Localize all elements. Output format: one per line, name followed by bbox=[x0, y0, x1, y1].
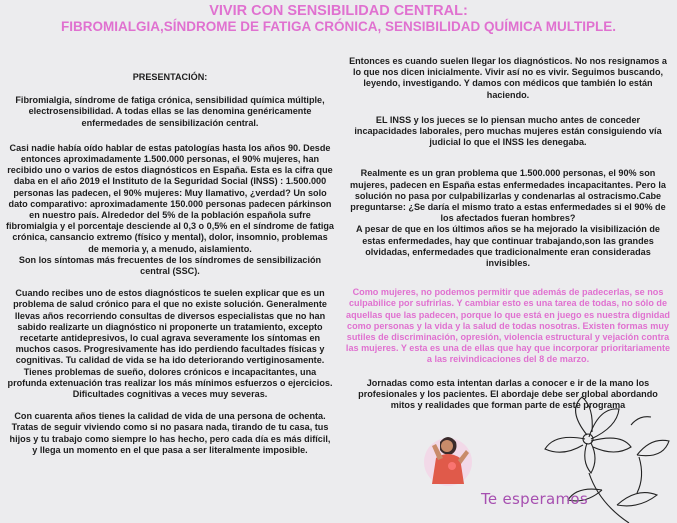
te-esperamos-text: Te esperamos bbox=[481, 490, 588, 508]
left-paragraph-4: Cuando recibes uno de estos diagnósticos te suelen explicar que es un problema de salud crónico para el que no existe solución. Generalmente llevas años recorriendo consultas de diversos especialistas que no han sabido realizarte un diagnóstico ni proponerte un tratamiento, excepto recetarte antidepresivos, lo cual agrava severamente los síntomas en muchos casos. Progresivamente has ido perdiendo facultades físicas y cognitivas. Tu calidad de vida se ha ido deteriorando vertiginosamente. Tienes problemas de sueño, dolores crónicos e incapacitantes, una profunda extenuación tras realizar los más mínimos esfuerzos o ejercicios. Dificultades cognitivas a veces muy severas. bbox=[7, 288, 333, 400]
woman-pain-illustration-icon bbox=[420, 428, 476, 492]
right-paragraph-2: EL INSS y los jueces se lo piensan mucho antes de conceder incapacidades laborales, pero muchas mujeres están consiguiendo vía judicial lo que el INSS les denegaba. bbox=[354, 114, 662, 148]
right-paragraph-4: A pesar de que en los últimos años se ha mejorado la visibilización de estas enfermedades, hay que continuar trabajando,son las grandes olvidadas, enfermedades que tradicionalmente eran consideradas invisibles. bbox=[356, 224, 660, 269]
left-paragraph-2: Casi nadie había oído hablar de estas patologías hasta los años 90. Desde entonces aproximadamente 1.500.000 personas, el 90% mujeres, han recibido uno o varios de estos diagnósticos en España. Esta es la cifra que daba en el año 2019 el Instituto de la Seguridad Social (INSS) : 1.500.000 personas las padecen, el 90% mujeres: Muy llamativo, ¿verdad? Un solo dato comparativo: aproximadamente 150.000 personas padecen párkinson en nuestro país. Alrededor del 5% de la población española sufre fibromialgia y el porcentaje desciende al 0,3 o 0,5% en el síndrome de fatiga crónica, cansancio extremo (físico y mental), dolor, insomnio, problemas de memoria y, a menudo, aislamiento. bbox=[6, 142, 334, 254]
left-paragraph-5: Con cuarenta años tienes la calidad de vida de una persona de ochenta. Tratas de seguir viviendo como si no pasara nada, tirando de tu casa, tus hijos y tu trabajo como siempre lo has hecho, pero cada día es más difícil, y llega un momento en el que pasa a ser literalmente imposible. bbox=[9, 411, 331, 455]
right-paragraph-6: Jornadas como esta intentan darlas a conocer e ir de la mano los profesionales y los pacientes. El abordaje debe ser global abordando mitos y realidades que forman parte de este programa bbox=[358, 377, 658, 411]
title-line-1: VIVIR CON SENSIBILIDAD CENTRAL: bbox=[209, 3, 468, 19]
page-title bbox=[0, 4, 677, 34]
right-column bbox=[345, 56, 671, 411]
left-paragraph-3: Son los síntomas más frecuentes de los síndromes de sensibilización central (SSC). bbox=[18, 254, 322, 277]
right-paragraph-3: Realmente es un gran problema que 1.500.000 personas, el 90% son mujeres, padecen en España estas enfermedades incapacitantes. Pero la solución no pasa por culpabilizarlas y condenarlas al ostracismo.Cabe preguntarse: ¿Se daría el mismo trato a estas enfermedades si el 90% de los afectados fueran hombres? bbox=[350, 168, 666, 224]
right-paragraph-5: Como mujeres, no podemos permitir que además de padecerlas, se nos culpabilice por sufrirlas. Y cambiar esto es una tarea de todas, no sólo de aquellas que las padecen, porque lo que está en juego es nuestra dignidad como personas y la vida y la salud de todas nosotras. Existen formas muy sutiles de discriminación, opresión, violencia estructural y vejación contra las mujeres. Y esta es una de ellas que hay que incorporar prioritariamente a las reivindicaciones del 8 de marzo. bbox=[345, 287, 671, 365]
right-paragraph-1: Entonces es cuando suelen llegar los diagnósticos. No nos resignamos a lo que nos dicen inicialmente. Vivir así no es vivir. Seguimos buscando, leyendo, investigando. Y damos con médicos que también lo están haciendo. bbox=[349, 56, 667, 100]
title-line-2: FIBROMIALGIA,SÍNDROME DE FATIGA CRÓNICA, SENSIBILIDAD QUÍMICA MULTIPLE. bbox=[61, 19, 616, 34]
left-column bbox=[6, 72, 334, 456]
left-paragraph-1: Fibromialgia, síndrome de fatiga crónica, sensibilidad química múltiple, electrosensibilidad. A todas ellas se las denomina genéricamente enfermedades de sensibilización central. bbox=[15, 95, 325, 128]
presentation-heading: PRESENTACIÓN: bbox=[132, 72, 208, 82]
